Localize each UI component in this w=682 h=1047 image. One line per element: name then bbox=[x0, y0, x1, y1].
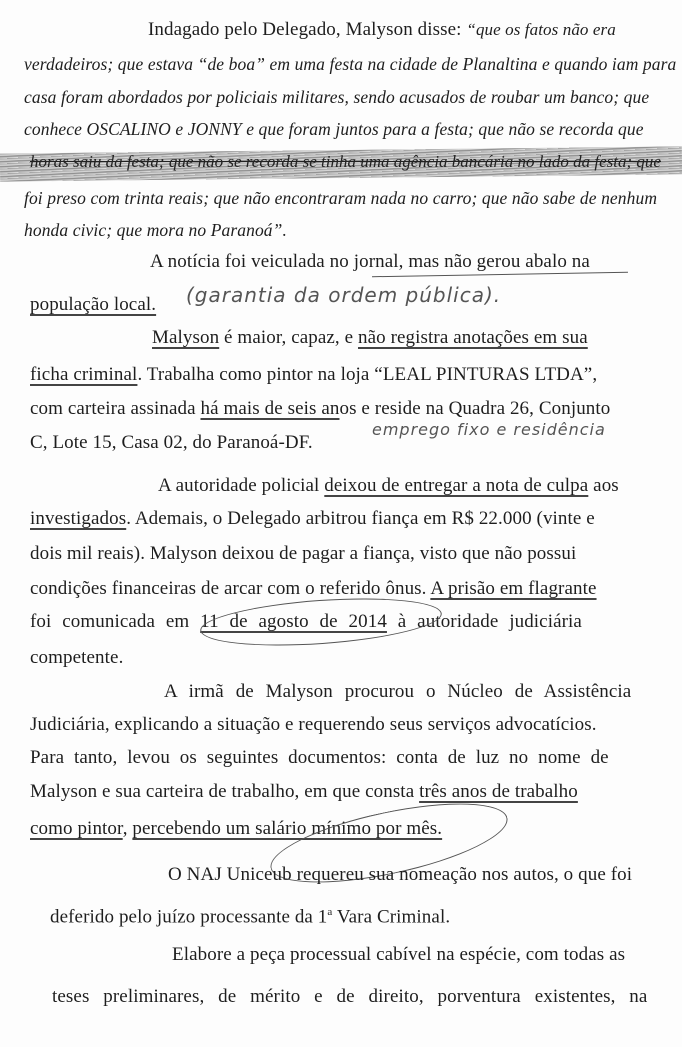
paragraph-profile-line-3 bbox=[30, 397, 610, 421]
paragraph-arrest-line-2 bbox=[30, 507, 595, 531]
paragraph-task-line-1: Elabore a peça processual cabível na espécie, com todas as bbox=[172, 944, 626, 965]
paragraph-interrogation-line-3: casa foram abordados por policiais militares, sendo acusados de roubar um banco; que bbox=[24, 87, 650, 107]
text: percebendo um salário mínimo por mês. bbox=[132, 818, 443, 839]
paragraph-interrogation-line-7: honda civic; que mora no Paranoá”. bbox=[24, 220, 287, 240]
text: A notícia foi veiculada no jornal, mas não gerou abalo na bbox=[150, 251, 590, 272]
text: . Ademais, o Delegado arbitrou fiança em R$ 22.000 (vinte e bbox=[126, 508, 595, 529]
paragraph-arrest-line-1 bbox=[158, 474, 619, 498]
text: os e reside na Quadra 26, Conjunto bbox=[339, 398, 611, 419]
text: não registra anotações em sua bbox=[358, 327, 588, 348]
text: há mais de seis an bbox=[200, 398, 340, 419]
text: como pintor bbox=[30, 818, 123, 839]
text: Vara Criminal. bbox=[332, 906, 451, 928]
handwritten-note-employment-residence: emprego fixo e residência bbox=[372, 420, 606, 439]
text: com carteira assinada bbox=[30, 398, 201, 419]
paragraph-interrogation-line-1 bbox=[148, 18, 616, 42]
paragraph-sister-line-1: A irmã de Malyson procurou o Núcleo de Assistência bbox=[164, 681, 632, 702]
text: . Trabalha como pintor na loja “LEAL PINTURAS LTDA”, bbox=[137, 364, 598, 385]
text: Malyson bbox=[152, 327, 220, 348]
paragraph-sister-line-4 bbox=[30, 780, 578, 804]
paragraph-interrogation-line-2: verdadeiros; que estava “de boa” em uma festa na cidade de Planaltina e quando iam para bbox=[24, 54, 677, 74]
paragraph-naj-line-1: O NAJ Uniceub requereu sua nomeação nos autos, o que foi bbox=[168, 864, 633, 885]
text: ficha criminal bbox=[30, 364, 138, 385]
text: à autoridade judiciária bbox=[386, 611, 582, 632]
paragraph-interrogation-line-5-struck: horas saiu da festa; que não se recorda se tinha uma agência bancária no lado da festa; que bbox=[30, 152, 661, 171]
text: aos bbox=[588, 475, 619, 496]
paragraph-naj-line-2 bbox=[50, 900, 450, 929]
text: A autoridade policial bbox=[158, 475, 325, 496]
ordinal-superscript: a bbox=[327, 906, 333, 918]
paragraph-arrest-line-4 bbox=[30, 577, 597, 601]
text: deixou de entregar a nota de culpa bbox=[324, 475, 589, 496]
date-highlight: 11 de agosto de 2014 bbox=[200, 611, 387, 632]
text: foi comunicada em bbox=[30, 611, 201, 632]
quote-text: “que os fatos não era bbox=[466, 20, 616, 39]
paragraph-profile-line-1 bbox=[152, 326, 588, 350]
paragraph-task-line-2: teses preliminares, de mérito e de direito, porventura existentes, na bbox=[52, 986, 648, 1007]
text: investigados bbox=[30, 508, 127, 529]
paragraph-news-line-1 bbox=[150, 250, 590, 274]
text: é maior, capaz, e bbox=[219, 327, 359, 348]
text: três anos de trabalho bbox=[419, 781, 578, 802]
handwritten-note-public-order: (garantia da ordem pública). bbox=[186, 283, 502, 307]
paragraph-profile-line-4: C, Lote 15, Casa 02, do Paranoá-DF. bbox=[30, 432, 313, 453]
paragraph-profile-line-2 bbox=[30, 363, 597, 387]
text: A prisão em flagrante bbox=[430, 578, 597, 599]
text: Indagado pelo Delegado, Malyson disse: bbox=[148, 19, 467, 40]
text: , bbox=[122, 818, 133, 839]
text: Malyson e sua carteira de trabalho, em que consta bbox=[30, 781, 420, 802]
paragraph-interrogation-line-4: conhece OSCALINO e JONNY e que foram juntos para a festa; que não se recorda que bbox=[24, 119, 644, 139]
paragraph-arrest-line-6: competente. bbox=[30, 647, 124, 668]
paragraph-interrogation-line-6: foi preso com trinta reais; que não encontraram nada no carro; que não sabe de nenhum bbox=[24, 188, 658, 208]
paragraph-sister-line-3: Para tanto, levou os seguintes documentos: conta de luz no nome de bbox=[30, 747, 609, 768]
paragraph-sister-line-2: Judiciária, explicando a situação e requerendo seus serviços advocatícios. bbox=[30, 714, 597, 735]
text: deferido pelo juízo processante da 1 bbox=[50, 906, 328, 928]
paragraph-news-line-2: população local. bbox=[30, 294, 157, 315]
text: condições financeiras de arcar com o referido ônus. bbox=[30, 578, 431, 599]
paragraph-arrest-line-3: dois mil reais). Malyson deixou de pagar a fiança, visto que não possui bbox=[30, 543, 577, 564]
